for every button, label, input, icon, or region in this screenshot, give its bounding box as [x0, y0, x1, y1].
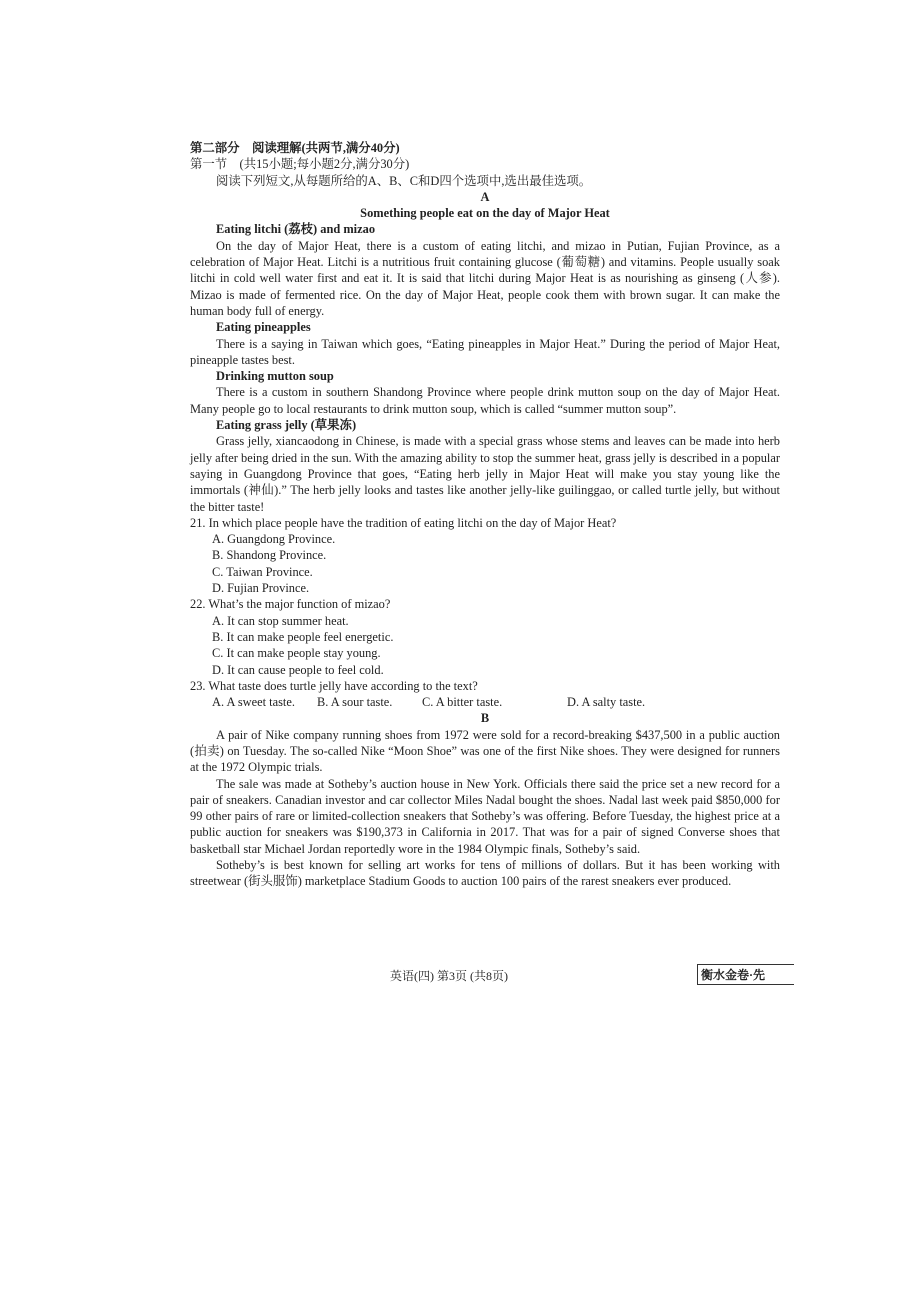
passage-a-title: Something people eat on the day of Major Heat	[360, 206, 610, 221]
page-content	[190, 140, 780, 890]
section-heading-grass-jelly: Eating grass jelly (草果冻)	[216, 418, 357, 433]
paragraph: Grass jelly, xiancaodong in Chinese, is made with a special grass whose stems and leaves can be made into herb jelly after being dried in the sun. With the amazing ability to stop the summer heat, grass jelly is described in a popular saying in Guangdong Province that goes, “Eating herb jelly in Major Heat will make you stay young like the immortals (神仙).” The herb jelly looks and tastes like another jelly-like guilinggao, or called turtle jelly, but without the bitter taste!	[190, 434, 780, 514]
options-row	[212, 694, 780, 710]
section-heading-pineapples: Eating pineapples	[216, 320, 311, 335]
passage-b-label: B	[480, 711, 490, 726]
section-heading-mutton: Drinking mutton soup	[216, 369, 334, 384]
option: A. Guangdong Province.	[212, 532, 336, 547]
question-23: 23. What taste does turtle jelly have according to the text?	[190, 678, 478, 693]
paragraph: There is a saying in Taiwan which goes, “Eating pineapples in Major Heat.” During the period of Major Heat, pineapple tastes best.	[190, 336, 780, 367]
option: C. It can make people stay young.	[212, 646, 381, 661]
passage-a-label: A	[480, 189, 490, 204]
section-heading-litchi: Eating litchi (荔枝) and mizao	[216, 222, 376, 237]
section-heading: 第一节 (共15小题;每小题2分,满分30分)	[190, 157, 410, 172]
instruction: 阅读下列短文,从每题所给的A、B、C和D四个选项中,选出最佳选项。	[216, 173, 592, 188]
paragraph: Sotheby’s is best known for selling art works for tens of millions of dollars. But it has been working with streetwear (街头服饰) marketplace Stadium Goods to auction 100 pairs of the rarest sneakers ever produced.	[190, 858, 780, 889]
paragraph: There is a custom in southern Shandong Province where people drink mutton soup on the day of Major Heat. Many people go to local restaurants to drink mutton soup, which is called “summer mutton soup”.	[190, 385, 780, 416]
brand-stamp: 衡水金卷·先	[697, 964, 794, 985]
paragraph: The sale was made at Sotheby’s auction house in New York. Officials there said the price set a new record for a pair of sneakers. Canadian investor and car collector Miles Nadal bought the shoes. Nadal last week paid $850,000 for 99 other pairs of rare or limited-collection sneakers that Sotheby’s was offering. Before Tuesday, the highest price at a public auction for sneakers was $190,373 in California in 2017. That was for a pair of signed Converse shoes that basketball star Michael Jordan reportedly wore in the 1984 Olympic finals, Sotheby’s said.	[190, 776, 780, 856]
option: A. A sweet taste.	[212, 695, 295, 710]
option: B. A sour taste.	[317, 695, 393, 710]
option: B. Shandong Province.	[212, 548, 327, 563]
option: B. It can make people feel energetic.	[212, 629, 394, 644]
paragraph: On the day of Major Heat, there is a custom of eating litchi, and mizao in Putian, Fujian Province, as a celebration of Major Heat. Litchi is a nutritious fruit containing glucose (葡萄糖) and vitamins. People usually soak litchi in cold well water first and eat it. It is said that litchi during Major Heat is as nourishing as ginseng (人参). Mizao is made of fermented rice. On the day of Major Heat, people cook them with brown sugar. It can make the human body full of energy.	[190, 238, 780, 318]
paragraph: A pair of Nike company running shoes from 1972 were sold for a record-breaking $437,500 in a public auction (拍卖) on Tuesday. The so-called Nike “Moon Shoe” was one of the first Nike shoes. They were designed for runners at the 1972 Olympic trials.	[190, 727, 780, 775]
option: D. Fujian Province.	[212, 581, 310, 596]
option: C. Taiwan Province.	[212, 564, 313, 579]
option: C. A bitter taste.	[422, 695, 503, 710]
option: D. It can cause people to feel cold.	[212, 662, 384, 677]
option: A. It can stop summer heat.	[212, 613, 349, 628]
option: D. A salty taste.	[567, 695, 646, 710]
page-footer: 英语(四) 第3页 (共8页)	[390, 969, 508, 983]
question-22: 22. What’s the major function of mizao?	[190, 597, 391, 612]
question-21: 21. In which place people have the tradition of eating litchi on the day of Major Heat?	[190, 515, 617, 530]
part-heading: 第二部分 阅读理解(共两节,满分40分)	[190, 141, 400, 155]
